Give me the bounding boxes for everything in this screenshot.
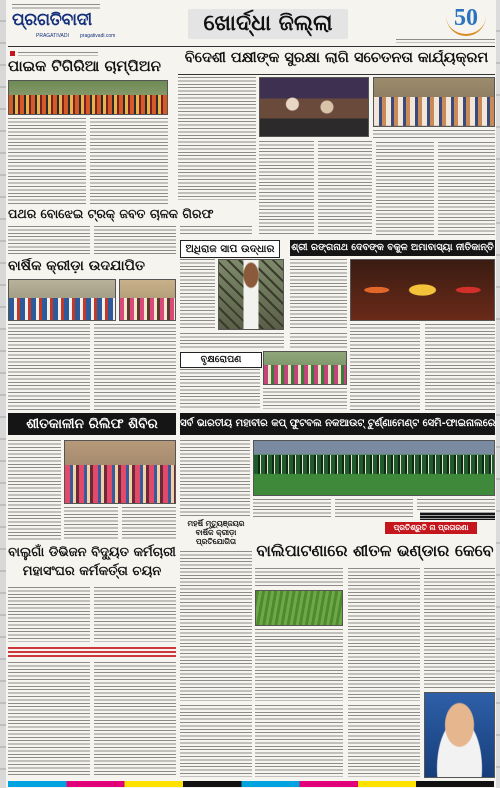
photo-football-team	[253, 440, 495, 496]
article-body	[94, 587, 176, 642]
photo-paika-team	[8, 80, 168, 115]
article-body	[348, 705, 420, 777]
series-tag: ପ୍ରତିଶ୍ରୁତି ନା ପ୍ରତାରଣା	[385, 522, 477, 534]
headline-football: ସର୍ବ ଭାରତୀୟ ମହାବୀର କପ୍ ଫୁଟବଲ ନକଆଉଟ୍ ଟୁର୍ଣ୍ଣାମେଣ୍ଟ ସେମି-ଫାଇନାଲରେ	[180, 413, 495, 435]
headline-birds: ବିଦେଶୀ ପକ୍ଷୀଙ୍କ ସୁରକ୍ଷା ଲାଗି ସଚେତନତା କାର୍ଯ୍ୟକ୍ରମ	[184, 50, 489, 66]
newspaper-logo: ପ୍ରଗତିବାଦୀ	[12, 10, 92, 30]
advertisement-portrait	[424, 692, 495, 778]
article-body	[255, 629, 343, 701]
article-body	[8, 587, 90, 642]
headline-snake: ଅଧିରାଜ ସାପ ଉଦ୍ଧାର	[180, 240, 280, 258]
article-body	[425, 324, 495, 410]
color-registration-bar	[8, 781, 494, 787]
article-body	[438, 142, 495, 235]
photo-plantation	[263, 351, 347, 385]
headline-paika: ପାଇକ ଟିଗିରିଆ ଚାମ୍ପିଅନ	[8, 58, 162, 75]
photo-annual-sports-1	[8, 279, 116, 321]
article-body	[122, 507, 176, 540]
article-body	[8, 226, 90, 255]
photo-annual-sports-2	[119, 279, 176, 321]
masthead-rule	[8, 46, 495, 47]
article-body	[180, 551, 252, 701]
article-body	[417, 499, 495, 510]
article-body	[290, 259, 347, 330]
photo-deities	[350, 259, 495, 321]
article-body	[180, 369, 260, 409]
article-body	[318, 141, 372, 235]
article-body	[180, 705, 252, 777]
article-body	[376, 142, 434, 235]
story-rule	[178, 74, 495, 75]
article-body	[424, 568, 495, 688]
headline-plantation: ବୃକ୍ଷରୋପଣ	[180, 352, 262, 368]
headline-truck: ପଥର ବୋଝେଇ ଟ୍ରକ୍ ଜବତ ଚାଳକ ଗିରଫ	[8, 207, 214, 221]
article-body	[180, 259, 215, 330]
sub-headline-bar	[420, 512, 495, 520]
article-body	[180, 333, 284, 349]
masthead-tagline	[12, 4, 100, 9]
article-body	[180, 440, 250, 516]
article-body	[8, 324, 90, 410]
article-body	[64, 507, 118, 540]
article-body	[178, 77, 256, 200]
article-body	[263, 388, 347, 409]
registration-strip-left	[0, 0, 6, 788]
article-body	[94, 324, 176, 410]
headline-balugaon: ବାଲୁଗାଁ ଡିଭିଜନ ବିଦ୍ୟୁତ କର୍ମଚାରୀ ମହାସଂଘର କର୍ମକର୍ତ୍ତା ଚୟନ	[8, 545, 176, 579]
anniversary-logo: 50	[446, 4, 486, 36]
photo-snake-rescue	[218, 259, 284, 330]
photo-farm-field	[255, 590, 343, 626]
article-body	[8, 440, 61, 540]
headline-relief: ଶୀତକାଳୀନ ରିଲିଫ ଶିବିର	[8, 413, 176, 435]
article-body	[180, 226, 252, 236]
article-body	[94, 226, 176, 255]
article-body	[94, 662, 176, 777]
headline-annual-sports: ବାର୍ଷିକ କ୍ରୀଡ଼ା ଉଦଯାପିତ	[8, 258, 145, 274]
edition-title: ଖୋର୍ଦ୍ଧା ଜିଲ୍ଲା	[188, 9, 348, 39]
photo-caption	[373, 130, 495, 138]
article-body	[255, 705, 343, 777]
sub-headline-red	[8, 647, 176, 658]
headline-ranganath: ଶ୍ରୀ ରଙ୍ଗନାଥ ଦେବଙ୍କ ବକୁଳ ଅମାବାସ୍ୟା ନୀତିକାନ୍ତି	[290, 240, 495, 256]
square-bullet-icon	[10, 51, 15, 56]
photo-birds-podium	[259, 77, 369, 137]
article-body	[290, 333, 347, 349]
website-url: pragativadi.com	[80, 33, 116, 39]
registration-strip-right	[496, 0, 500, 788]
kicker-text	[18, 52, 98, 56]
dateline-strip	[396, 39, 495, 43]
logo-latin-name: PRAGATIVADI	[36, 33, 69, 39]
article-body	[8, 662, 90, 777]
article-body	[8, 118, 86, 204]
article-body	[335, 499, 413, 519]
photo-birds-group	[373, 77, 495, 127]
article-body	[350, 324, 420, 410]
article-body	[348, 568, 420, 701]
article-body	[90, 118, 168, 204]
headline-balipatna: ବାଲିପାଟଣାରେ ଶୀତଳ ଭଣ୍ଡାର କେବେ	[256, 541, 494, 560]
article-body	[255, 568, 343, 588]
headline-maharshi: ମହର୍ଷି ମୃତ୍ୟୁଞ୍ଜୟର ବାର୍ଷିକ କ୍ରୀଡ଼ା ପ୍ରତିଯୋଗିତା	[187, 519, 245, 546]
photo-relief-camp	[64, 440, 176, 504]
article-body	[259, 141, 314, 235]
article-body	[253, 499, 331, 519]
